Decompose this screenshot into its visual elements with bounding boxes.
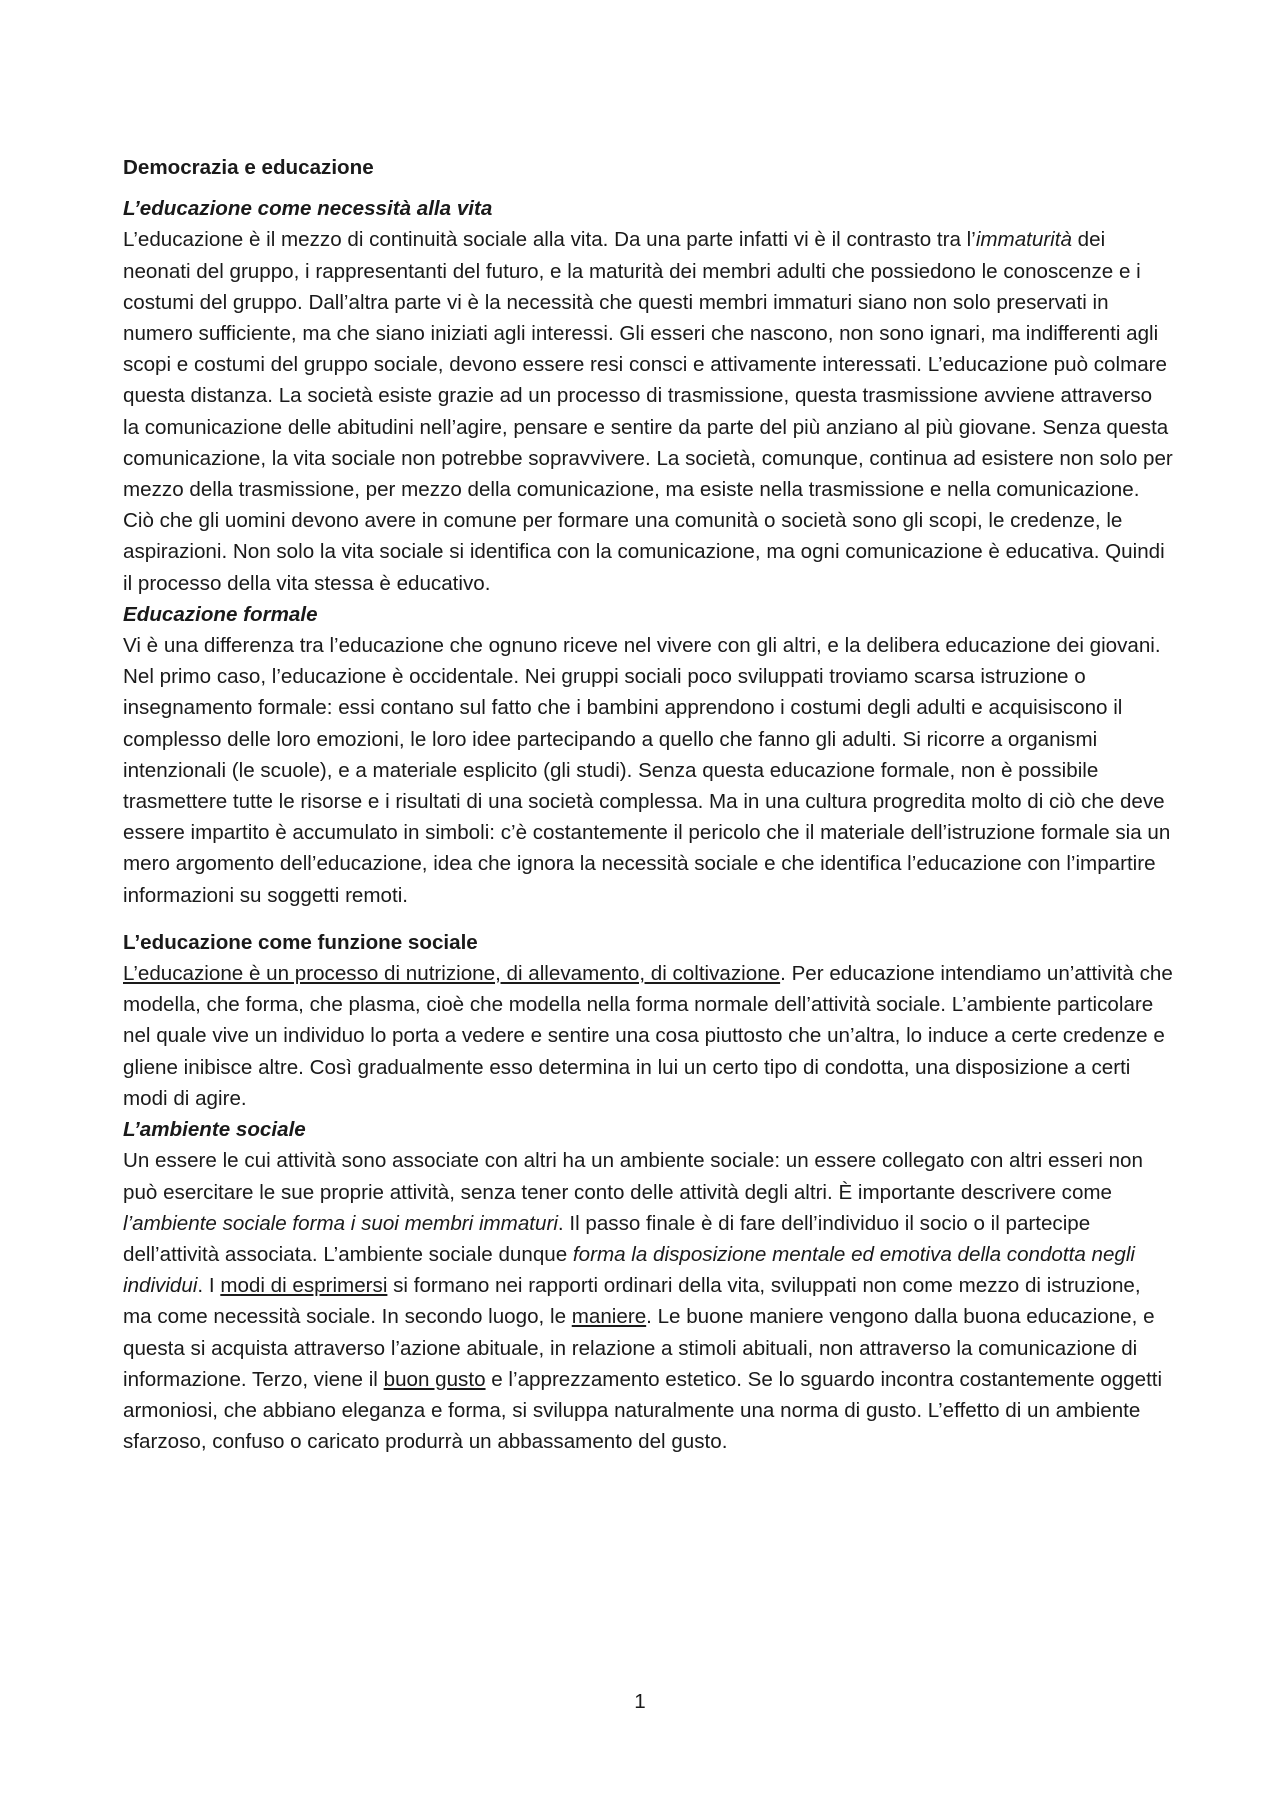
text-run: . Le buone maniere vengono dalla buona educazione, e questa si acquista attraverso l’azione abituale, in relazione a stimoli abituali, non attraverso la comunicazione di informazione. Terzo, viene il (123, 1305, 1155, 1391)
text-run: Un essere le cui attività sono associate con altri ha un ambiente sociale: un essere collegato con altri esseri non può esercitare le sue proprie attività, senza tener conto delle attività degli altri. È importante descrivere come (123, 1149, 1143, 1204)
section-heading-necessita: L’educazione come necessità alla vita (123, 197, 493, 221)
paragraph-formale: Vi è una differenza tra l’educazione che ognuno riceve nel vivere con gli altri, e la delibera educazione dei giovani. Nel primo caso, l’educazione è occidentale. Nei gruppi sociali poco sviluppati troviamo scarsa istruzione o insegnamento formale: essi contano sul fatto che i bambini apprendono i costumi degli adulti e acquisiscono il complesso delle loro emozioni, le loro idee partecipando a quello che fanno gli adulti. Si ricorre a organismi intenzionali (le scuole), e a materiale esplicito (gli studi). Senza questa educazione formale, non è possibile trasmettere tutte le risorse e i risultati di una società complessa. Ma in una cultura progredita molto di ciò che deve essere impartito è accumulato in simboli: c’è costantemente il pericolo che il materiale dell’istruzione formale sia un mero argomento dell’educazione, idea che ignora la necessità sociale e che identifica l’educazione con l’impartire informazioni su soggetti remoti. (123, 634, 1171, 907)
section-heading-formale: Educazione formale (123, 602, 318, 626)
text-run: . Il passo finale è di fare dell’individuo il socio o il partecipe dell’attività associata. L’ambiente sociale dunque (123, 1211, 1091, 1266)
text-run: dei neonati del gruppo, i rappresentanti del futuro, e la maturità dei membri adulti che possiedono le conoscenze e i costumi del gruppo. Dall’altra parte vi è la necessità che questi membri immaturi siano non solo preservati in numero sufficiente, ma che siano iniziati agli interessi. Gli esseri che nascono, non sono ignari, ma indifferenti agli scopi e costumi del gruppo sociale, devono essere resi consci e attivamente interessati. L’educazione può colmare questa distanza. La società esiste grazie ad un processo di trasmissione, questa trasmissione avviene attraverso la comunicazione delle abitudini nell’agire, pensare e sentire da parte del più anziano al più giovane. Senza questa comunicazione, la vita sociale non potrebbe sopravvivere. La società, comunque, continua ad esistere non solo per mezzo della trasmissione, per mezzo della comunicazione, ma esiste nella trasmissione e nella comunicazione. Ciò che gli uomini devono avere in comune per formare una comunità o società sono gli scopi, le credenze, le aspirazioni. Non solo la vita sociale si identifica con la comunicazione, ma ogni comunicazione è educativa. Quindi il processo della vita stessa è educativo. (123, 228, 1173, 595)
text-run: e l’apprezzamento estetico. Se lo sguardo incontra costantemente oggetti armoniosi, che abbiano eleganza e forma, si sviluppa naturalmente una norma di gusto. L’effetto di un ambiente sfarzoso, confuso o caricato produrrà un abbassamento del gusto. (123, 1367, 1163, 1454)
underlined-text: buon gusto (383, 1367, 486, 1391)
paragraph-ambiente-sociale (123, 1145, 1173, 1457)
paragraph-necessita (123, 224, 1173, 598)
emphasis-text: immaturità (975, 228, 1072, 252)
page-number: 1 (634, 1690, 646, 1713)
section-heading-funzione-sociale: L’educazione come funzione sociale (123, 930, 478, 954)
paragraph-funzione-sociale (123, 958, 1173, 1114)
underlined-text: L’educazione è un processo di nutrizione, di allevamento, di coltivazione (123, 962, 781, 986)
document-page (123, 152, 1173, 1457)
document-title: Democrazia e educazione (123, 156, 374, 179)
emphasis-text: forma la disposizione mentale ed emotiva della condotta negli individui (123, 1242, 1136, 1298)
text-run: si formano nei rapporti ordinari della vita, sviluppati non come mezzo di istruzione, ma come necessità sociale. In secondo luogo, le (123, 1274, 1141, 1329)
emphasis-text: l’ambiente sociale forma i suoi membri immaturi (123, 1211, 558, 1235)
text-run: . Per educazione intendiamo un’attività che modella, che forma, che plasma, cioè che modella nella forma normale dell’attività sociale. L’ambiente particolare nel quale vive un individuo lo porta a vedere e sentire una cosa piuttosto che un’altra, lo induce a certe credenze e gliene inibisce altre. Così gradualmente esso determina in lui un certo tipo di condotta, una disposizione a certi modi di agire. (123, 962, 1173, 1110)
text-run: L’educazione è il mezzo di continuità sociale alla vita. Da una parte infatti vi è il contrasto tra l’ (123, 228, 976, 252)
underlined-text: maniere (571, 1305, 647, 1329)
underlined-text: modi di esprimersi (220, 1274, 388, 1298)
text-run: . I (197, 1274, 221, 1298)
section-heading-ambiente-sociale: L’ambiente sociale (123, 1118, 306, 1142)
paragraph-gap (123, 911, 1173, 927)
